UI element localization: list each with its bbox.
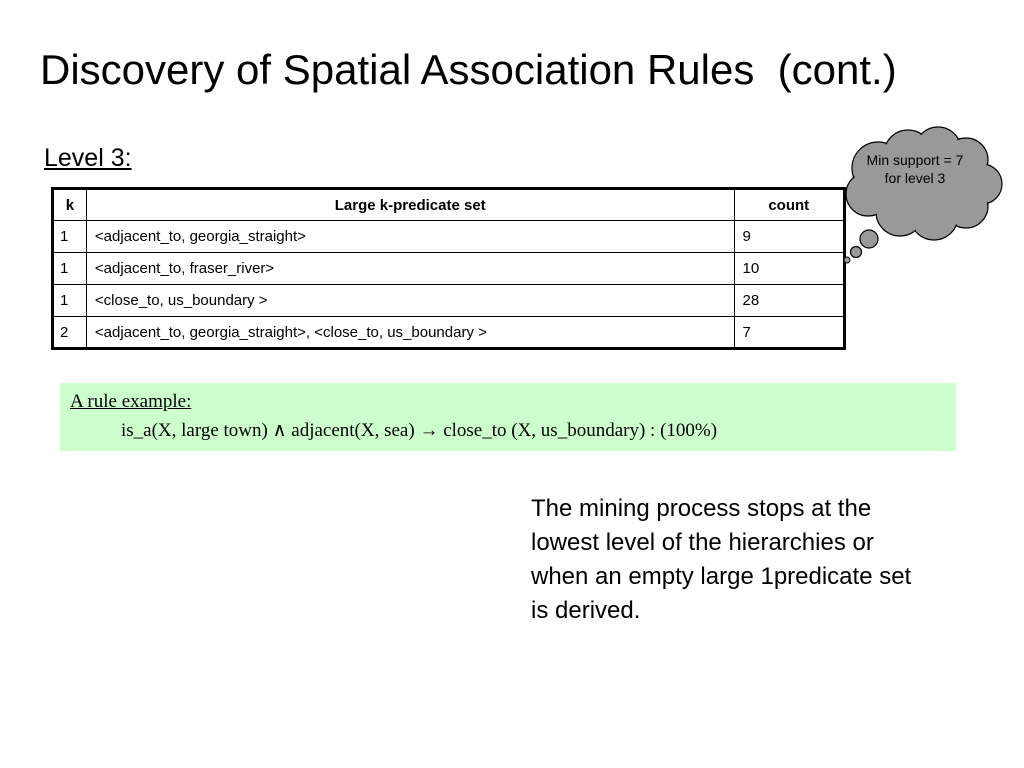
table-row xyxy=(53,285,845,317)
rule-example-box xyxy=(60,383,956,451)
thought-cloud-icon xyxy=(838,126,1012,266)
cell-predicate-set: <close_to, us_boundary > xyxy=(86,285,734,317)
table-header-row xyxy=(53,189,845,221)
cell-count: 7 xyxy=(734,317,844,349)
cell-k: 1 xyxy=(53,221,87,253)
cell-predicate-set: <adjacent_to, fraser_river> xyxy=(86,253,734,285)
table-row xyxy=(53,221,845,253)
mining-stop-note: The mining process stops at the lowest level of the hierarchies or when an empty large 1predicate set is derived. xyxy=(531,495,912,624)
rule-example-label: A rule example: xyxy=(70,391,192,412)
large-predicate-table xyxy=(51,187,846,350)
cell-count: 9 xyxy=(734,221,844,253)
rule-example-text: is_a(X, large town) ∧ adjacent(X, sea) → close_to (X, us_boundary) : (100%) xyxy=(121,420,718,441)
cell-predicate-set: <adjacent_to, georgia_straight>, <close_to, us_boundary > xyxy=(86,317,734,349)
cell-count: 28 xyxy=(734,285,844,317)
header-k: k xyxy=(53,189,87,221)
slide-title: Discovery of Spatial Association Rules (cont.) xyxy=(40,46,897,93)
header-predicate-set: Large k-predicate set xyxy=(86,189,734,221)
thought-cloud-callout xyxy=(838,126,1012,266)
cell-k: 1 xyxy=(53,253,87,285)
callout-text: Min support = 7 for level 3 xyxy=(866,152,964,186)
cell-k: 1 xyxy=(53,285,87,317)
cell-predicate-set: <adjacent_to, georgia_straight> xyxy=(86,221,734,253)
cell-count: 10 xyxy=(734,253,844,285)
header-count: count xyxy=(734,189,844,221)
level-heading: Level 3: xyxy=(44,144,132,172)
cell-k: 2 xyxy=(53,317,87,349)
table-row xyxy=(53,317,845,349)
table-row xyxy=(53,253,845,285)
